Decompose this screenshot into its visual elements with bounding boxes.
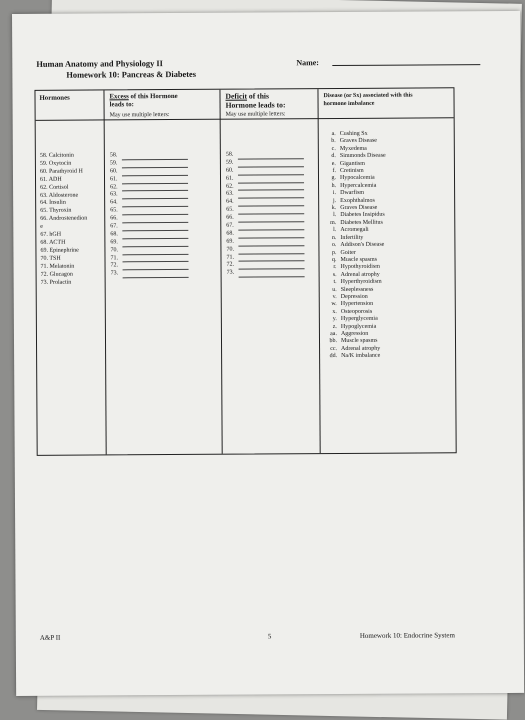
disease-name: Hypothyroidism — [340, 264, 380, 271]
disease-letter: s. — [332, 271, 337, 278]
deficit-answer-row — [226, 175, 304, 183]
disease-name: Hypercalcemia — [340, 182, 377, 189]
excess-answer-number: 66. — [110, 215, 118, 222]
disease-letter: u. — [332, 286, 337, 293]
hormone-item: e — [40, 223, 43, 230]
excess-answer-blank[interactable] — [123, 263, 189, 270]
table-divider — [219, 90, 222, 454]
deficit-answer-blank[interactable] — [238, 215, 304, 222]
disease-name: Cretinism — [339, 167, 364, 175]
header-divider — [36, 117, 454, 121]
excess-answer-row — [110, 223, 188, 231]
excess-answer-blank[interactable] — [122, 248, 188, 255]
deficit-answer-blank[interactable] — [238, 199, 304, 206]
deficit-answer-blank[interactable] — [238, 247, 304, 254]
disease-letter: r. — [333, 264, 337, 271]
hormone-item: 71. Melatonin — [40, 263, 75, 270]
name-label: Name: — [296, 58, 319, 68]
deficit-answer-blank[interactable] — [238, 176, 304, 183]
hormone-item: 72. Glucagon — [40, 271, 73, 278]
hormone-item: 58. Calcitonin — [39, 152, 74, 159]
hormone-item: 73. Prolactin — [40, 279, 72, 286]
deficit-answer-number: 63. — [226, 191, 234, 198]
deficit-answer-blank[interactable] — [238, 207, 304, 214]
col-header-excess-emphasis: Excess — [109, 93, 129, 101]
disease-name: Simmonds Disease — [339, 152, 386, 160]
excess-answer-row — [110, 191, 188, 199]
disease-name: Gigantism — [339, 160, 365, 167]
disease-letter: n. — [331, 234, 337, 241]
deficit-answer-row — [226, 191, 304, 199]
excess-answer-row — [110, 160, 188, 168]
disease-letter: t. — [333, 279, 337, 286]
excess-answer-number: 59. — [109, 160, 118, 167]
hormone-item: 64. Insulin — [40, 200, 66, 207]
disease-name: Osteoporosis — [340, 308, 373, 315]
col-header-disease-line1: Disease (or Sx) associated with this — [323, 92, 413, 100]
hormone-item: 70. TSH — [40, 255, 61, 262]
disease-list — [322, 131, 387, 361]
disease-letter: b. — [331, 138, 336, 145]
excess-answer-blank[interactable] — [122, 200, 188, 207]
excess-answer-row — [110, 199, 188, 207]
disease-letter: cc. — [330, 345, 338, 352]
excess-answer-blank[interactable] — [122, 192, 188, 199]
disease-name: Infertility — [340, 234, 364, 241]
deficit-answer-number: 67. — [226, 222, 234, 229]
excess-answer-blank[interactable] — [122, 169, 188, 176]
disease-letter: i. — [332, 190, 337, 197]
deficit-answer-row — [226, 167, 304, 175]
excess-answer-row — [110, 183, 188, 191]
footer-title: Homework 10: Endocrine System — [359, 631, 455, 640]
excess-answer-number: 67. — [110, 223, 118, 230]
deficit-answer-number: 62. — [226, 183, 234, 190]
disease-name: Graves Disease — [339, 138, 377, 145]
hormone-item: 68. ACTH — [40, 239, 66, 246]
disease-letter: c. — [331, 145, 336, 152]
disease-name: Hypocalcemia — [339, 175, 375, 182]
hormone-item: 67. hGH — [40, 231, 62, 238]
deficit-answer-row — [226, 159, 304, 167]
table-divider — [317, 89, 320, 453]
deficit-answer-number: 70. — [226, 246, 234, 253]
excess-answer-blank[interactable] — [122, 176, 188, 183]
col-header-disease-line2: hormone imbalance — [323, 100, 375, 108]
deficit-answer-row — [226, 246, 304, 254]
col-subheader-deficit: May use multiple letters: — [225, 111, 286, 118]
disease-letter: a. — [331, 131, 336, 138]
hormone-item: 65. Thyroxin — [40, 207, 72, 215]
col-header-deficit — [225, 91, 285, 109]
disease-name: Adrenal atrophy — [340, 271, 380, 278]
disease-name: Hypoglycemia — [340, 323, 377, 330]
disease-letter: e. — [331, 160, 336, 167]
deficit-answer-number: 64. — [226, 198, 234, 206]
deficit-answer-number: 69. — [226, 238, 234, 245]
excess-answer-row — [110, 255, 188, 263]
deficit-answer-row — [226, 214, 304, 222]
disease-letter: d. — [331, 153, 336, 160]
excess-answer-number: 73. — [110, 270, 119, 277]
deficit-answer-row — [226, 254, 304, 262]
disease-name: Goiter — [340, 249, 356, 256]
deficit-answer-list — [226, 151, 305, 278]
deficit-answer-number: 71. — [226, 254, 235, 261]
deficit-answer-blank[interactable] — [238, 223, 304, 230]
disease-letter: k. — [331, 205, 337, 212]
excess-answer-blank[interactable] — [122, 208, 188, 215]
deficit-answer-row — [227, 270, 305, 278]
disease-letter: v. — [332, 293, 337, 300]
excess-answer-list — [110, 152, 189, 279]
excess-answer-number: 71. — [110, 254, 119, 261]
excess-answer-row — [110, 231, 188, 239]
excess-answer-row — [110, 247, 188, 255]
deficit-answer-row — [226, 183, 304, 191]
disease-letter: m. — [330, 219, 337, 226]
disease-letter: w. — [331, 301, 337, 308]
worksheet-page — [12, 11, 524, 696]
col-header-disease — [323, 92, 412, 109]
disease-name: Exophthalmos — [340, 197, 375, 204]
disease-letter: dd. — [329, 353, 338, 360]
excess-answer-blank[interactable] — [122, 153, 188, 160]
disease-letter: h. — [331, 182, 337, 189]
hormone-item: 66. Androstenedion — [40, 215, 88, 223]
hormone-item: 59. Oxytocin — [39, 160, 72, 167]
excess-answer-number: 61. — [109, 176, 118, 183]
deficit-answer-number: 61. — [225, 175, 234, 182]
disease-name: Diabetes Mellitus — [340, 219, 383, 226]
excess-answer-blank[interactable] — [122, 184, 188, 191]
deficit-answer-blank[interactable] — [238, 231, 304, 238]
excess-answer-row — [110, 215, 188, 223]
hormone-item: 60. Parathyroid H — [39, 168, 83, 175]
table-divider — [103, 90, 106, 454]
disease-letter: y. — [332, 316, 337, 323]
col-header-deficit-text: of this — [246, 91, 270, 101]
excess-answer-row — [111, 270, 189, 278]
excess-answer-number: 64. — [110, 199, 118, 206]
deficit-answer-row — [226, 206, 304, 214]
hormone-item: 69. Epinephrine — [40, 247, 79, 254]
deficit-answer-number: 58. — [225, 151, 234, 158]
disease-letter: p. — [331, 249, 337, 256]
disease-name: Acromegali — [340, 227, 369, 234]
disease-name: Sleeplessness — [340, 286, 374, 293]
hormone-table — [34, 87, 456, 456]
deficit-answer-row — [226, 222, 304, 230]
deficit-answer-number: 66. — [226, 214, 234, 221]
disease-name: Graves Disease — [340, 204, 378, 212]
disease-letter: g. — [331, 175, 337, 182]
hormone-item: 63. Aldosterone — [40, 192, 79, 199]
excess-answer-number: 65. — [110, 207, 118, 214]
disease-letter: aa. — [330, 330, 337, 338]
col-header-hormones: Hormones — [39, 94, 70, 102]
col-subheader-excess: May use multiple letters: — [109, 112, 170, 119]
disease-name: Depression — [340, 293, 368, 300]
disease-name: Muscle spasms — [340, 338, 378, 345]
course-title: Human Anatomy and Physiology II — [36, 59, 163, 69]
excess-answer-blank[interactable] — [122, 216, 188, 223]
deficit-answer-number: 59. — [225, 159, 234, 166]
excess-answer-row — [110, 152, 188, 160]
excess-answer-number: 62. — [110, 183, 118, 190]
excess-answer-number: 60. — [109, 168, 118, 175]
deficit-answer-number: 60. — [225, 167, 234, 174]
disease-letter: j. — [332, 197, 337, 204]
deficit-answer-blank[interactable] — [238, 152, 304, 159]
excess-answer-blank[interactable] — [122, 232, 188, 239]
excess-answer-row — [110, 239, 188, 247]
deficit-answer-blank[interactable] — [238, 184, 304, 191]
deficit-answer-number: 68. — [226, 230, 234, 237]
disease-letter: x. — [332, 308, 337, 315]
disease-name: Cushing Sx — [339, 130, 368, 138]
disease-name: Addison's Disease — [340, 241, 385, 249]
excess-answer-number: 63. — [110, 191, 118, 198]
deficit-answer-row — [226, 230, 304, 238]
col-header-deficit-line2: Hormone leads to: — [225, 100, 286, 110]
disease-letter: l. — [333, 212, 337, 219]
disease-name: Myxedema — [339, 145, 367, 152]
hormone-list — [40, 153, 88, 288]
footer-page-number: 5 — [267, 632, 272, 641]
deficit-answer-blank[interactable] — [238, 168, 304, 175]
deficit-answer-number: 73. — [226, 269, 235, 277]
deficit-answer-blank[interactable] — [239, 270, 305, 277]
deficit-answer-blank[interactable] — [238, 192, 304, 199]
excess-answer-number: 58. — [109, 152, 118, 159]
deficit-answer-blank[interactable] — [238, 160, 304, 167]
deficit-answer-blank[interactable] — [238, 255, 304, 262]
disease-name: Diabetes Insipidus — [340, 212, 385, 219]
hormone-item: 62. Cortisol — [40, 184, 69, 191]
deficit-answer-row — [226, 238, 304, 246]
deficit-answer-blank[interactable] — [238, 239, 304, 246]
disease-letter: l. — [333, 227, 337, 234]
disease-name: Hypertension — [340, 301, 374, 308]
deficit-answer-row — [226, 151, 304, 159]
excess-answer-row — [110, 168, 188, 176]
disease-letter: f. — [332, 168, 336, 175]
excess-answer-row — [110, 207, 188, 215]
col-header-excess-line2: leads to: — [109, 101, 134, 109]
excess-answer-row — [110, 176, 188, 184]
disease-name: Adrenal atrophy — [341, 345, 381, 352]
disease-name: Muscle spasms — [340, 256, 378, 263]
disease-name: Dwarfism — [340, 190, 365, 197]
deficit-answer-number: 65. — [226, 206, 234, 213]
excess-answer-number: 69. — [110, 239, 118, 246]
disease-name: Hyperglycemia — [340, 315, 378, 323]
disease-name: Hyperthyroidism — [340, 278, 382, 286]
homework-title: Homework 10: Pancreas & Diabetes — [66, 69, 197, 80]
footer-course: A&P II — [39, 633, 61, 642]
disease-letter: z. — [332, 323, 337, 330]
deficit-answer-row — [226, 199, 304, 207]
disease-name: Na/K imbalance — [341, 352, 381, 360]
disease-item — [323, 353, 387, 361]
disease-letter: q. — [331, 256, 337, 263]
excess-answer-row — [111, 262, 189, 270]
deficit-answer-number: 72. — [226, 262, 235, 269]
excess-answer-blank[interactable] — [122, 161, 188, 168]
col-header-deficit-emphasis: Deficit — [225, 91, 248, 101]
excess-answer-blank[interactable] — [122, 224, 188, 231]
hormone-item: 61. ADH — [39, 176, 62, 183]
excess-answer-number: 70. — [110, 247, 118, 254]
excess-answer-number: 72. — [110, 262, 119, 269]
excess-answer-number: 68. — [110, 231, 118, 238]
excess-answer-blank[interactable] — [122, 255, 188, 262]
excess-answer-blank[interactable] — [122, 240, 188, 247]
disease-letter: o. — [331, 242, 337, 249]
col-header-excess-text: of this Hormone — [128, 92, 178, 101]
excess-answer-blank[interactable] — [123, 271, 189, 278]
deficit-answer-row — [227, 262, 305, 270]
name-field[interactable] — [332, 64, 480, 66]
disease-letter: bb. — [329, 338, 338, 345]
col-header-excess — [109, 93, 177, 109]
disease-name: Aggression — [340, 330, 369, 337]
deficit-answer-blank[interactable] — [239, 263, 305, 270]
